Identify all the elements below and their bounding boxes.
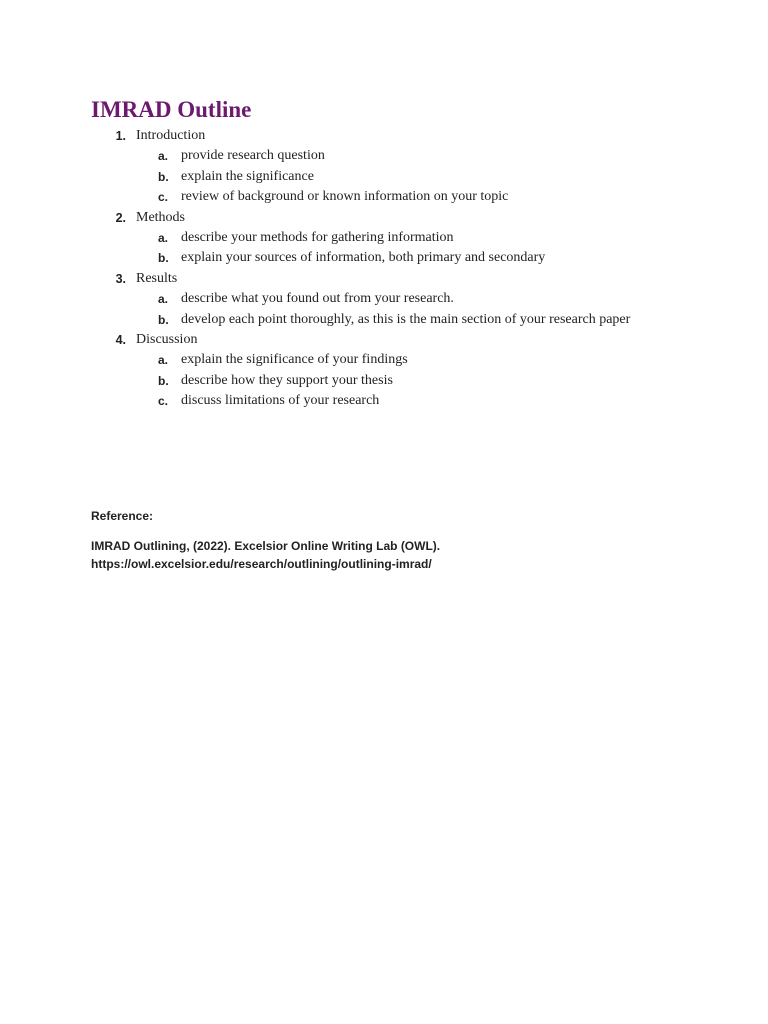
subitem-text: describe how they support your thesis <box>181 372 393 388</box>
subitem-text: review of background or known information on your topic <box>181 189 509 205</box>
outline-subitem <box>0 167 768 187</box>
subitem-letter: c. <box>158 190 169 205</box>
outline-subitem <box>0 228 768 248</box>
imrad-outline-list <box>0 126 768 411</box>
subitem-text: describe what you found out from your research. <box>181 291 454 307</box>
subitem-text: describe your methods for gathering information <box>181 229 454 245</box>
outline-subitem <box>0 350 768 370</box>
section-label: Methods <box>136 209 185 225</box>
outline-subitem <box>0 146 768 166</box>
outline-subitem <box>0 248 768 268</box>
section-number: 2. <box>115 210 126 225</box>
section-label: Discussion <box>136 331 198 347</box>
outline-section-results <box>0 269 768 289</box>
outline-subitem <box>0 310 768 330</box>
outline-section-methods <box>0 208 768 228</box>
subitem-letter: b. <box>158 373 169 388</box>
outline-subitem <box>0 187 768 207</box>
subitem-letter: a. <box>158 230 169 245</box>
subitem-text: explain the significance <box>181 168 314 184</box>
subitem-text: develop each point thoroughly, as this is the main section of your research paper <box>181 311 631 327</box>
subitem-letter: a. <box>158 292 169 307</box>
reference-url-link[interactable]: https://owl.excelsior.edu/research/outlining/outlining-imrad/ <box>91 557 432 571</box>
subitem-letter: a. <box>158 149 169 164</box>
outline-section-discussion <box>0 330 768 350</box>
section-number: 4. <box>115 332 126 347</box>
subitem-letter: a. <box>158 353 169 368</box>
subitem-letter: b. <box>158 312 169 327</box>
subitem-text: explain the significance of your findings <box>181 352 408 368</box>
section-number: 1. <box>115 129 126 143</box>
section-number: 3. <box>115 271 126 286</box>
page-title: IMRAD Outline <box>91 97 252 122</box>
subitem-letter: b. <box>158 169 169 184</box>
outline-subitem <box>0 391 768 411</box>
section-label: Results <box>136 270 178 286</box>
section-label: Introduction <box>136 128 206 143</box>
reference-citation: IMRAD Outlining, (2022). Excelsior Online Writing Lab (OWL). <box>91 539 441 553</box>
outline-subitem <box>0 371 768 391</box>
subitem-text: discuss limitations of your research <box>181 393 380 409</box>
subitem-text: provide research question <box>181 148 325 164</box>
subitem-text: explain your sources of information, both primary and secondary <box>181 250 546 266</box>
outline-subitem <box>0 289 768 309</box>
outline-section-introduction <box>0 126 768 146</box>
subitem-letter: c. <box>158 394 169 409</box>
subitem-letter: b. <box>158 251 169 266</box>
reference-heading: Reference: <box>91 509 154 523</box>
